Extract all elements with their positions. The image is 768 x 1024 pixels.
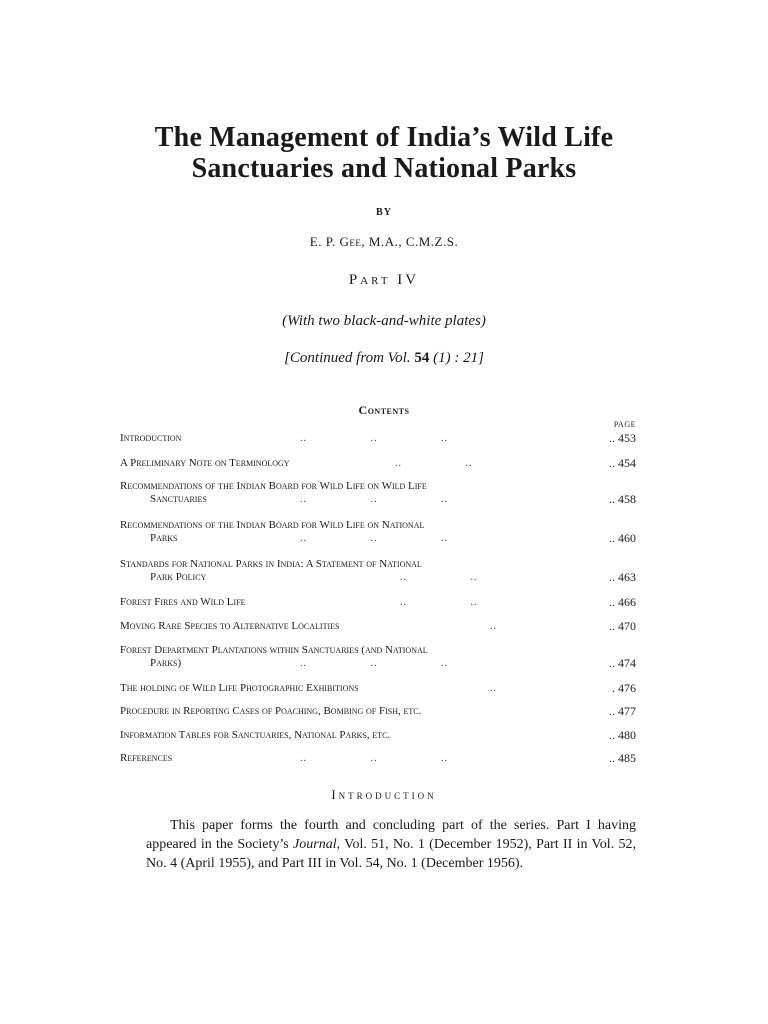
toc-entry-title <box>120 705 590 718</box>
toc-entry-line-1: Information Tables for Sanctuaries, National Parks, etc. <box>120 729 391 741</box>
continued-volume: 54 <box>414 350 430 366</box>
toc-entry <box>120 558 636 584</box>
journal-word: Journal <box>293 837 337 852</box>
part-label: Part IV <box>348 272 420 288</box>
toc-leader-dots: .. .. <box>395 458 473 469</box>
toc-leader-dots: .. .. <box>400 597 478 608</box>
toc-page-number: .. 470 <box>609 619 636 633</box>
toc-page-number: .. 477 <box>609 704 636 718</box>
toc-leader-dots: .. .. .. <box>300 533 448 544</box>
toc-entry-title <box>120 596 590 609</box>
toc-entry-title <box>120 682 590 695</box>
toc-page-number: .. 460 <box>609 531 636 545</box>
toc-entry-line-1: Standards for National Parks in India: A Statement of National <box>120 558 422 570</box>
toc-entry <box>120 457 636 470</box>
toc-entry-line-2: Park Policy <box>150 571 207 583</box>
title-line-1: The Management of India’s Wild Life <box>154 122 614 153</box>
paragraph-text-part-2: , Vol. 51, No. 1 (December 1952), Part II in Vol. 52, No. 4 (April 1955), and Part III in Vol. 54, No. 1 (December 1956). <box>146 837 637 871</box>
toc-entry-line-1: Procedure in Reporting Cases of Poaching, Bombing of Fish, etc. <box>120 705 422 717</box>
toc-entry-line-1: Introduction <box>120 432 182 444</box>
article-title <box>0 122 768 184</box>
toc-entry <box>120 620 636 633</box>
toc-page-number: .. 463 <box>609 570 636 584</box>
toc-entry-line-1: The holding of Wild Life Photographic Exhibitions <box>120 682 359 694</box>
toc-entry-line-1: Forest Department Plantations within Sanctuaries (and National <box>120 644 428 656</box>
continued-prefix: [Continued from Vol. <box>284 350 415 366</box>
toc-page-number: . 476 <box>612 681 636 695</box>
toc-entry-line-1: Recommendations of the Indian Board for Wild Life on National <box>120 519 425 531</box>
toc-page-number: .. 480 <box>609 728 636 742</box>
toc-entry <box>120 752 636 765</box>
paragraph-text-part-1: This paper forms the fourth and concluding part of the series. Part I having appeared in the Society’s <box>146 818 636 852</box>
section-heading-introduction: Introduction <box>331 787 437 802</box>
toc-entry-line-1: A Preliminary Note on Terminology <box>120 457 290 469</box>
toc-leader-dots: .. .. .. <box>300 753 448 764</box>
plates-note: (With two black-and-white plates) <box>282 313 486 329</box>
toc-leader-dots: .. .. <box>400 572 478 583</box>
contents-page-label: PAGE <box>613 420 636 429</box>
toc-entry <box>120 682 636 695</box>
toc-entry <box>120 705 636 718</box>
toc-entry-line-2: Parks <box>150 532 178 544</box>
toc-leader-dots: .. .. .. <box>300 658 448 669</box>
toc-entry-title <box>120 729 590 742</box>
toc-entry-title <box>120 457 590 470</box>
toc-page-number: .. 458 <box>609 492 636 506</box>
by-label: BY <box>376 207 392 218</box>
continued-suffix: (1) : 21] <box>429 350 484 366</box>
toc-leader-dots: .. .. .. <box>300 433 448 444</box>
author-line: E. P. Gee, M.A., C.M.Z.S. <box>309 234 459 249</box>
toc-entry-line-2: Parks) <box>150 657 182 669</box>
toc-entry <box>120 729 636 742</box>
toc-page-number: .. 453 <box>609 431 636 445</box>
toc-entry <box>120 644 636 670</box>
toc-entry-line-1: Forest Fires and Wild Life <box>120 596 246 608</box>
toc-page-number: .. 454 <box>609 456 636 470</box>
toc-leader-dots: .. <box>490 683 497 694</box>
toc-entry-line-1: Moving Rare Species to Alternative Localities <box>120 620 340 632</box>
toc-entry <box>120 480 636 506</box>
toc-entry <box>120 596 636 609</box>
toc-entry-line-1: References <box>120 752 173 764</box>
toc-entry <box>120 432 636 445</box>
title-line-2: Sanctuaries and National Parks <box>191 153 577 184</box>
toc-entry-title <box>120 620 590 633</box>
toc-entry <box>120 519 636 545</box>
introduction-paragraph <box>146 816 636 873</box>
toc-entry-title <box>120 558 590 584</box>
toc-leader-dots: .. <box>490 621 497 632</box>
continued-note <box>0 350 768 367</box>
toc-page-number: .. 474 <box>609 656 636 670</box>
toc-entry-line-1: Recommendations of the Indian Board for Wild Life on Wild Life <box>120 480 427 492</box>
contents-heading: Contents <box>358 403 410 417</box>
toc-entry-line-2: Sanctuaries <box>150 493 207 505</box>
toc-leader-dots: .. .. .. <box>300 494 448 505</box>
toc-page-number: .. 485 <box>609 751 636 765</box>
toc-page-number: .. 466 <box>609 595 636 609</box>
